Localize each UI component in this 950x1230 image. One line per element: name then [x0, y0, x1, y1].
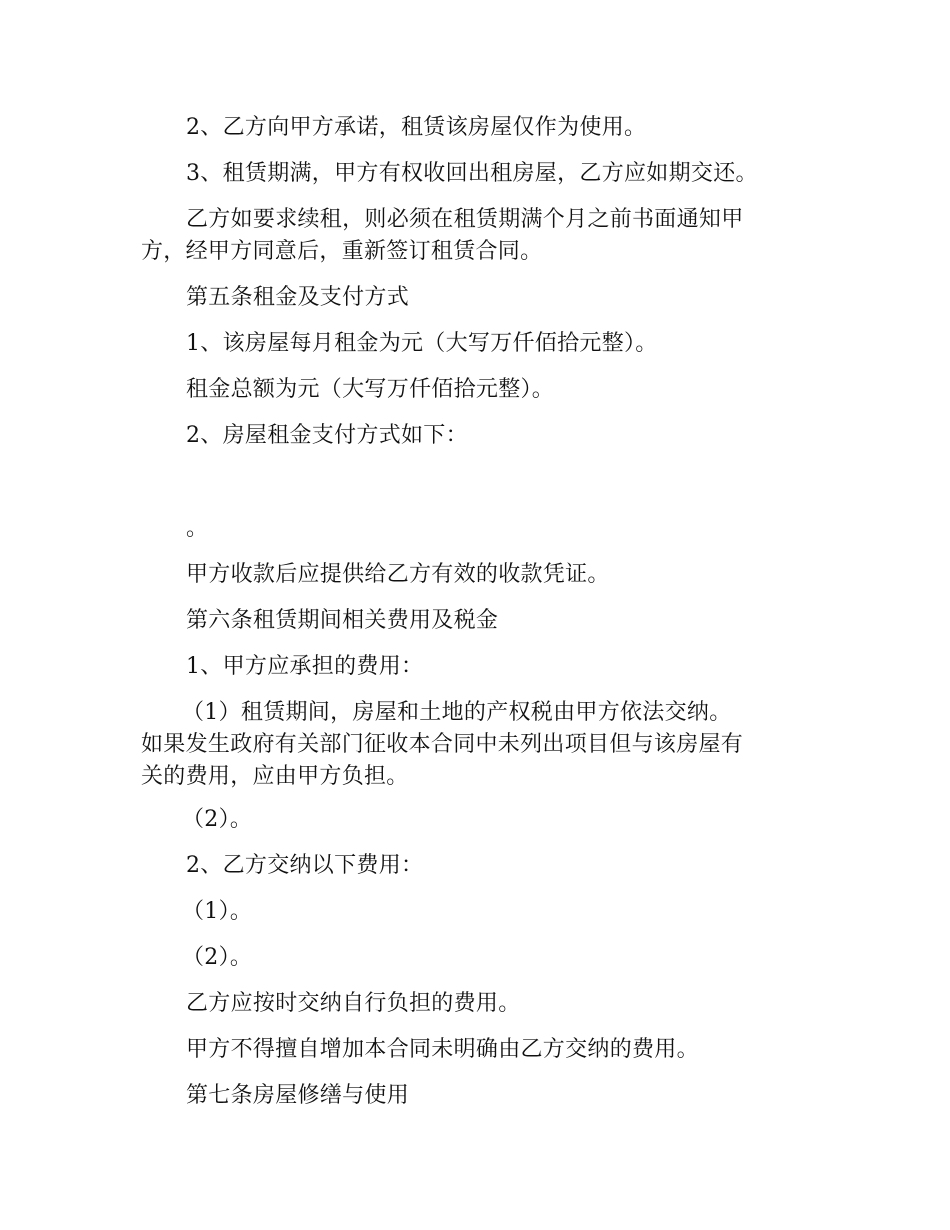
- section-heading: 第六条租赁期间相关费用及税金: [186, 608, 499, 633]
- paragraph-line: 甲方收款后应提供给乙方有效的收款凭证。: [186, 562, 610, 587]
- clause-line: 1、甲方应承担的费用：: [186, 654, 424, 679]
- paragraph-line: 租金总额为元（大写万仟佰拾元整）。: [186, 377, 555, 402]
- paragraph-line: 如果发生政府有关部门征收本合同中未列出项目但与该房屋有: [141, 732, 744, 757]
- section-heading: 第七条房屋修缮与使用: [186, 1083, 410, 1108]
- paragraph-line: 乙方如要求续租，则必须在租赁期满个月之前书面通知甲: [186, 207, 744, 232]
- paragraph-line: 关的费用，应由甲方负担。: [141, 764, 409, 789]
- paragraph-line: 甲方不得擅自增加本合同未明确由乙方交纳的费用。: [186, 1037, 699, 1062]
- section-heading: 第五条租金及支付方式: [186, 285, 410, 310]
- subclause-line: （2）。: [182, 945, 253, 970]
- subclause-line: （1）。: [182, 899, 253, 924]
- clause-line: 2、乙方向甲方承诺，租赁该房屋仅作为使用。: [186, 115, 647, 140]
- clause-line: 2、乙方交纳以下费用：: [186, 853, 424, 878]
- clause-line: 3、租赁期满，甲方有权收回出租房屋，乙方应如期交还。: [186, 161, 758, 186]
- paragraph-line: 。: [186, 516, 209, 541]
- subclause-line: （1）租赁期间，房屋和土地的产权税由甲方依法交纳。: [182, 700, 732, 725]
- paragraph-line: 方，经甲方同意后，重新签订租赁合同。: [141, 239, 543, 264]
- clause-line: 2、房屋租金支付方式如下：: [186, 423, 468, 448]
- paragraph-line: 乙方应按时交纳自行负担的费用。: [186, 991, 521, 1016]
- clause-line: 1、该房屋每月租金为元（大写万仟佰拾元整）。: [186, 331, 658, 356]
- subclause-line: （2）。: [182, 807, 253, 832]
